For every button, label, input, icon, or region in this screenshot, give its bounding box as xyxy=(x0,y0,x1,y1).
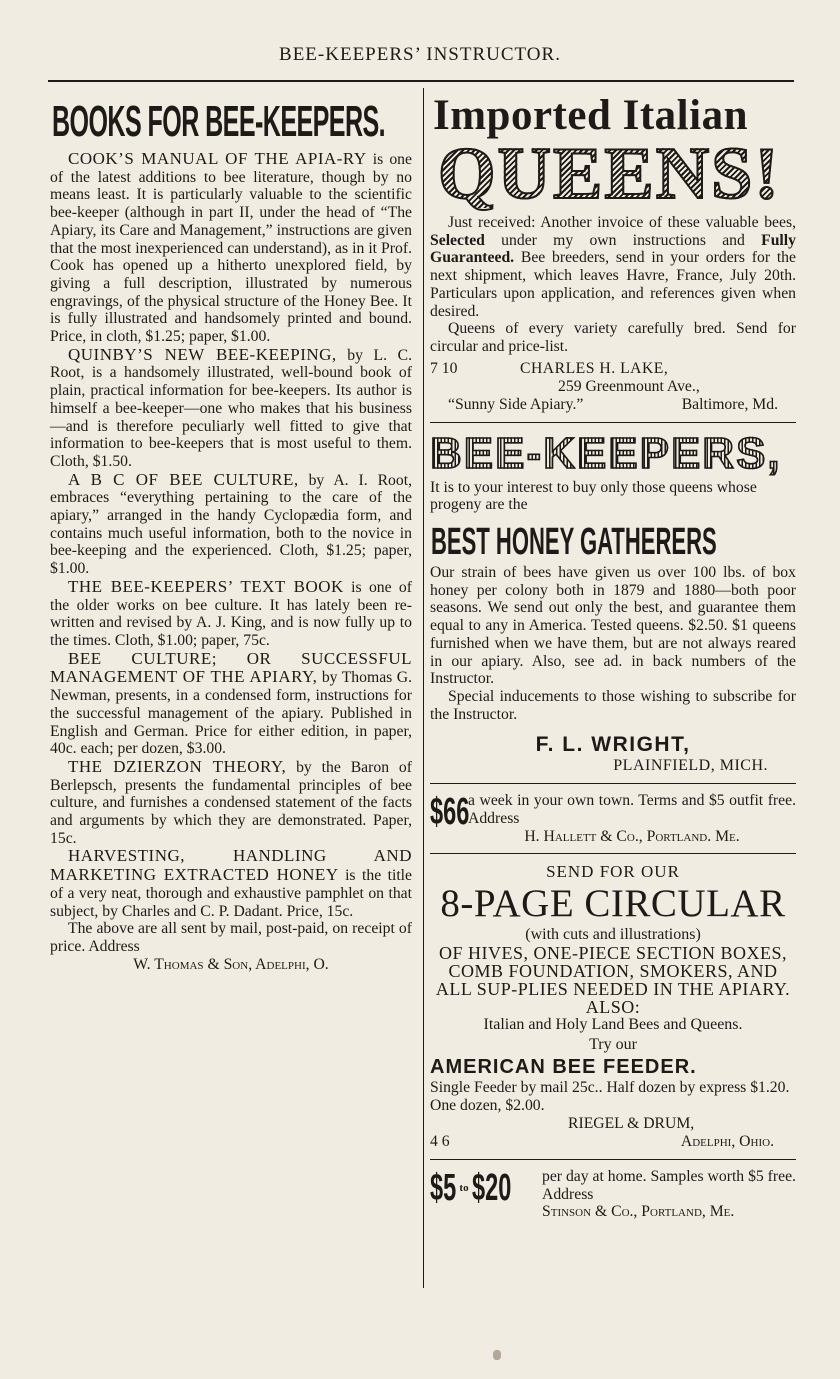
bee-culture-entry xyxy=(50,650,412,758)
harvesting-text: is the title of a very neat, thorough and exhaustive pamphlet on that subject, by Charles and C. P. Dadant. Price, 15c. xyxy=(50,867,413,920)
hallett-text: a week in your own town. Terms and $5 outfit free. Address xyxy=(468,792,796,828)
abc-entry xyxy=(50,471,412,578)
riegel-name: RIEGEL & DRUM, xyxy=(568,1114,695,1132)
lake-city: Baltimore, Md. xyxy=(681,395,778,413)
stinson-firm: Stinson & Co., Portland, Me. xyxy=(542,1203,735,1221)
text-book-text: is one of the older works on bee culture. It has lately been re-written and revised by A. J. King, and is now fully up to the times. Cloth, $1.00; paper, 75c. xyxy=(50,578,412,649)
closing-text: The above are all sent by mail, post-paid, on receipt of price. Address xyxy=(50,920,412,955)
text-book-title: THE BEE-KEEPERS’ TEXT BOOK xyxy=(68,576,344,596)
riegel-place: Adelphi, Ohio. xyxy=(680,1132,774,1150)
bees-line: Italian and Holy Land Bees and Queens. xyxy=(483,1016,743,1034)
riegel-code: 4 6 xyxy=(430,1132,450,1150)
ad-divider xyxy=(430,1159,796,1160)
bee-culture-text: by Thomas G. Newman, presents, in a condensed form, instructions for the successful management of the apiary. Published in English and German. Price for either edition, in paper, 40c. each; per dozen, $3.00. xyxy=(50,669,412,758)
cook-manual-text: is one of the latest additions to bee literature, though by no means least. It is particularly valuable to the scientific bee-keeper (although in part II, under the head of “The Apiary, its Care and Management,” instructions are given that the most inexperienced can understand), as in it Prof. Cook has opened up a hitherto unexplored field, by giving a full description, illustrated by numerous engravings, of the physical structure of the Honey Bee. It is fully illustrated and handsomely printed and bound. Price, in cloth, $1.25; paper, $1.00. xyxy=(50,151,412,346)
stinson-ad xyxy=(430,1168,796,1221)
ad-divider xyxy=(430,783,796,784)
bee-culture-title: BEE CULTURE; OR SUCCESSFUL MANAGEMENT OF THE APIARY, xyxy=(50,648,412,687)
hallett-amount-box xyxy=(430,792,468,832)
stinson-amount-box xyxy=(430,1168,542,1208)
supplies-list: OF HIVES, ONE-PIECE SECTION BOXES, COMB FOUNDATION, SMOKERS, AND ALL SUP-PLIES NEEDED IN THE APIARY. ALSO: xyxy=(435,943,791,1018)
harvesting-entry xyxy=(50,847,412,920)
ads-column xyxy=(430,92,796,1221)
hallett-ad xyxy=(430,792,796,845)
bee-feeder-heading: AMERICAN BEE FEEDER. xyxy=(430,1056,697,1079)
stinson-amount-high: $20 xyxy=(472,1166,512,1209)
books-signature: W. Thomas & Son, Adelphi, O. xyxy=(133,955,329,973)
stinson-to: to xyxy=(459,1181,469,1194)
riegel-name-row xyxy=(430,1115,796,1133)
lake-city-row xyxy=(430,396,796,414)
dzierzon-text: by the Baron of Berlepsch, presents the fundamental principles of bee culture, and furnishes a condensed statement of the facts and arguments by which they are demonstrated. Paper, 15c. xyxy=(50,758,412,847)
wright-special-text: Special inducements to those wishing to subscribe for the Instructor. xyxy=(430,687,796,723)
wright-special xyxy=(430,688,796,723)
lake-body-part1: Just received: Another invoice of these valuable bees, xyxy=(448,214,796,231)
stinson-text: per day at home. Samples worth $5 free. Address xyxy=(542,1167,796,1203)
lake-body-part4: Queens of every variety carefully bred. Send for circular and price-list. xyxy=(430,320,796,355)
circular-heading: 8-PAGE CIRCULAR xyxy=(440,882,786,926)
lake-apiary: “Sunny Side Apiary.” xyxy=(448,395,584,413)
quinby-entry xyxy=(50,346,412,471)
page-header: BEE-KEEPERS’ INSTRUCTOR. xyxy=(279,44,561,65)
stinson-text-box xyxy=(542,1168,796,1221)
page-blemish xyxy=(493,1350,501,1360)
hallett-text-box xyxy=(468,792,796,845)
abc-title: A B C OF BEE CULTURE, xyxy=(68,469,299,489)
bee-keepers-heading: BEE-KEEPERS, xyxy=(430,431,796,477)
ad-divider xyxy=(430,422,796,423)
lake-ad-body xyxy=(430,214,796,320)
riegel-place-row xyxy=(430,1133,796,1151)
feeder-price: Single Feeder by mail 25c.. Half dozen by express $1.20. One dozen, $2.00. xyxy=(430,1079,790,1115)
selected-word: Selected xyxy=(430,231,485,249)
lake-code: 7 10 xyxy=(430,359,458,377)
wright-body: Our strain of bees have given us over 100 lbs. of box honey per colony both in 1879 and 1880—both poor seasons. We send out only the best, and guarantee them equal to any in America. Tested queens. $2.50. $1 queens furnished when we have them, but are not always reared in our apiary. Also, see ad. in back numbers of the Instructor. xyxy=(430,564,796,688)
header-rule xyxy=(48,80,794,82)
wright-place: PLAINFIELD, MICH. xyxy=(613,757,768,775)
cuts-line: (with cuts and illustrations) xyxy=(525,926,701,944)
best-honey-gatherers-heading: BEST HONEY GATHERERS xyxy=(431,521,717,564)
cook-manual-title: COOK’S MANUAL OF THE APIA-RY xyxy=(68,149,367,168)
lake-body-part2: under my own instructions and xyxy=(484,231,762,249)
stinson-amount-low: $5 xyxy=(430,1166,457,1209)
wright-ad xyxy=(430,428,796,776)
abc-text: by A. I. Root, embraces “everything pertaining to the care of the apiary,” arranged in the handy Cyclopædia form, and contains much useful information, both to the novice in bee-keeping and the experienced. Cloth, $1.25; paper, $1.00. xyxy=(50,471,412,578)
lake-street-row xyxy=(430,378,796,396)
riegel-ad xyxy=(430,862,796,1150)
quinby-title: QUINBY’S NEW BEE-KEEPING, xyxy=(68,344,337,364)
hallett-amount: $66 xyxy=(430,791,470,834)
lake-ad-body-2 xyxy=(430,320,796,355)
dzierzon-entry xyxy=(50,758,412,848)
queens-heading: QUEENS! xyxy=(438,140,796,208)
text-book-entry xyxy=(50,578,412,650)
books-column xyxy=(50,92,412,973)
closing-note xyxy=(50,920,412,955)
wright-intro: It is to your interest to buy only those queens whose progeny are the xyxy=(430,478,757,514)
lake-street: 259 Greenmount Ave., xyxy=(558,377,700,395)
books-title: BOOKS FOR BEE-KEEPERS. xyxy=(52,97,386,146)
lake-name-row xyxy=(430,360,796,378)
quinby-text: by L. C. Root, is a handsomely illustrated, well-bound book of plain, practical information for bee-keepers. Its author is himself a bee-keeper—one who makes that his business—and is therefore peculiarly well fitted to give that information to bee-keepers that is most useful to them. Cloth, $1.50. xyxy=(50,346,413,470)
ad-divider xyxy=(430,853,796,854)
lake-name: CHARLES H. LAKE, xyxy=(520,359,669,377)
lake-body-part3: Bee breeders, send in your orders for the next shipment, which leaves Havre, France, July 20th. Particulars upon application, and references given when desired. xyxy=(430,249,796,320)
column-divider xyxy=(423,88,424,1288)
harvesting-title: HARVESTING, HANDLING AND MARKETING EXTRACTED HONEY xyxy=(50,846,412,885)
imported-italian-heading: Imported Italian xyxy=(433,92,748,139)
lake-ad xyxy=(430,92,796,414)
wright-name: F. L. WRIGHT, xyxy=(535,733,691,757)
try-our: Try our xyxy=(589,1036,637,1054)
guaranteed-word: Fully Guaranteed. xyxy=(430,231,796,267)
dzierzon-title: THE DZIERZON THEORY, xyxy=(68,756,287,776)
hallett-firm: H. Hallett & Co., Portland. Me. xyxy=(524,827,740,845)
send-for-our: SEND FOR OUR xyxy=(546,862,680,882)
cook-manual-entry xyxy=(50,150,412,346)
